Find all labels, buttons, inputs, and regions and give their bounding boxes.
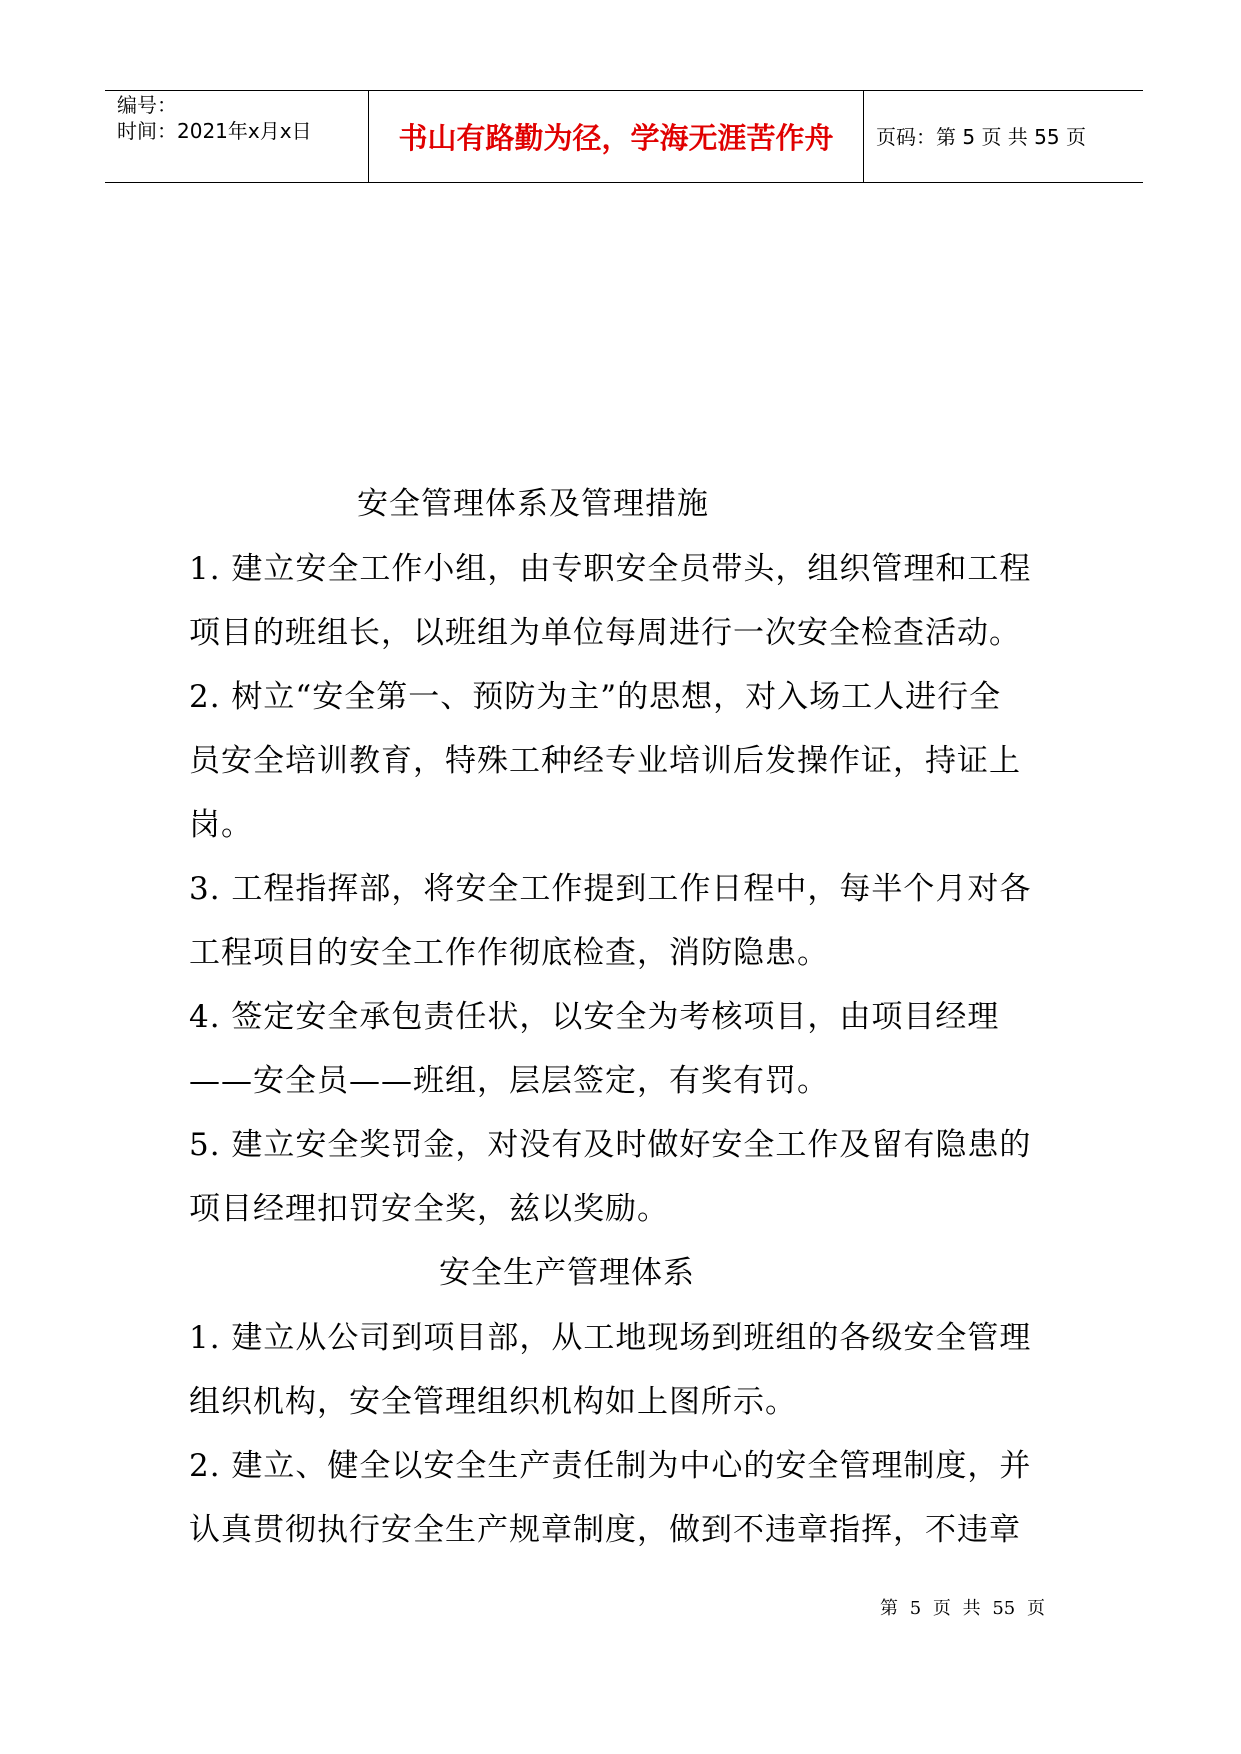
- paragraph-line: 4. 签定安全承包责任状，以安全为考核项目，由项目经理: [189, 999, 1000, 1035]
- paragraph-line: 岗。: [189, 807, 253, 843]
- paragraph-line: ——安全员——班组，层层签定，有奖有罚。: [189, 1063, 829, 1099]
- paragraph-line: 3. 工程指挥部，将安全工作提到工作日程中，每半个月对各: [189, 871, 1032, 907]
- paragraph-line: 组织机构，安全管理组织机构如上图所示。: [189, 1384, 797, 1420]
- header-meta-cell: [105, 91, 369, 182]
- paragraph-line: 5. 建立安全奖罚金，对没有及时做好安全工作及留有隐患的: [189, 1127, 1032, 1163]
- section-title: 安全生产管理体系: [439, 1255, 695, 1291]
- paragraph-line: 2. 树立“安全第一、预防为主”的思想，对入场工人进行全: [189, 679, 1002, 715]
- paragraph-line: 1. 建立从公司到项目部，从工地现场到班组的各级安全管理: [189, 1320, 1032, 1356]
- paragraph-line: 1. 建立安全工作小组，由专职安全员带头，组织管理和工程: [189, 551, 1032, 587]
- motto-text: 书山有路勤为径，学海无涯苦作舟: [398, 121, 834, 155]
- paragraph-line: 认真贯彻执行安全生产规章制度，做到不违章指挥，不违章: [189, 1512, 1021, 1548]
- paragraph-line: 项目经理扣罚安全奖，兹以奖励。: [189, 1191, 669, 1227]
- paragraph-line: 项目的班组长，以班组为单位每周进行一次安全检查活动。: [189, 615, 1021, 651]
- document-date: 时间：2021年x月x日: [117, 119, 312, 143]
- paragraph-line: 员安全培训教育，特殊工种经专业培训后发操作证，持证上: [189, 743, 1021, 779]
- page-code: 页码：第 5 页 共 55 页: [876, 125, 1086, 149]
- header-page-cell: [864, 91, 1143, 182]
- page-footer: 第 5 页 共 55 页: [880, 1598, 1045, 1619]
- paragraph-line: 2. 建立、健全以安全生产责任制为中心的安全管理制度，并: [189, 1448, 1032, 1484]
- header-table: [105, 90, 1143, 183]
- section-title: 安全管理体系及管理措施: [357, 486, 709, 522]
- paragraph-line: 工程项目的安全工作作彻底检查，消防隐患。: [189, 935, 829, 971]
- header-motto-cell: [369, 91, 864, 182]
- document-number-label: 编号：: [117, 93, 177, 117]
